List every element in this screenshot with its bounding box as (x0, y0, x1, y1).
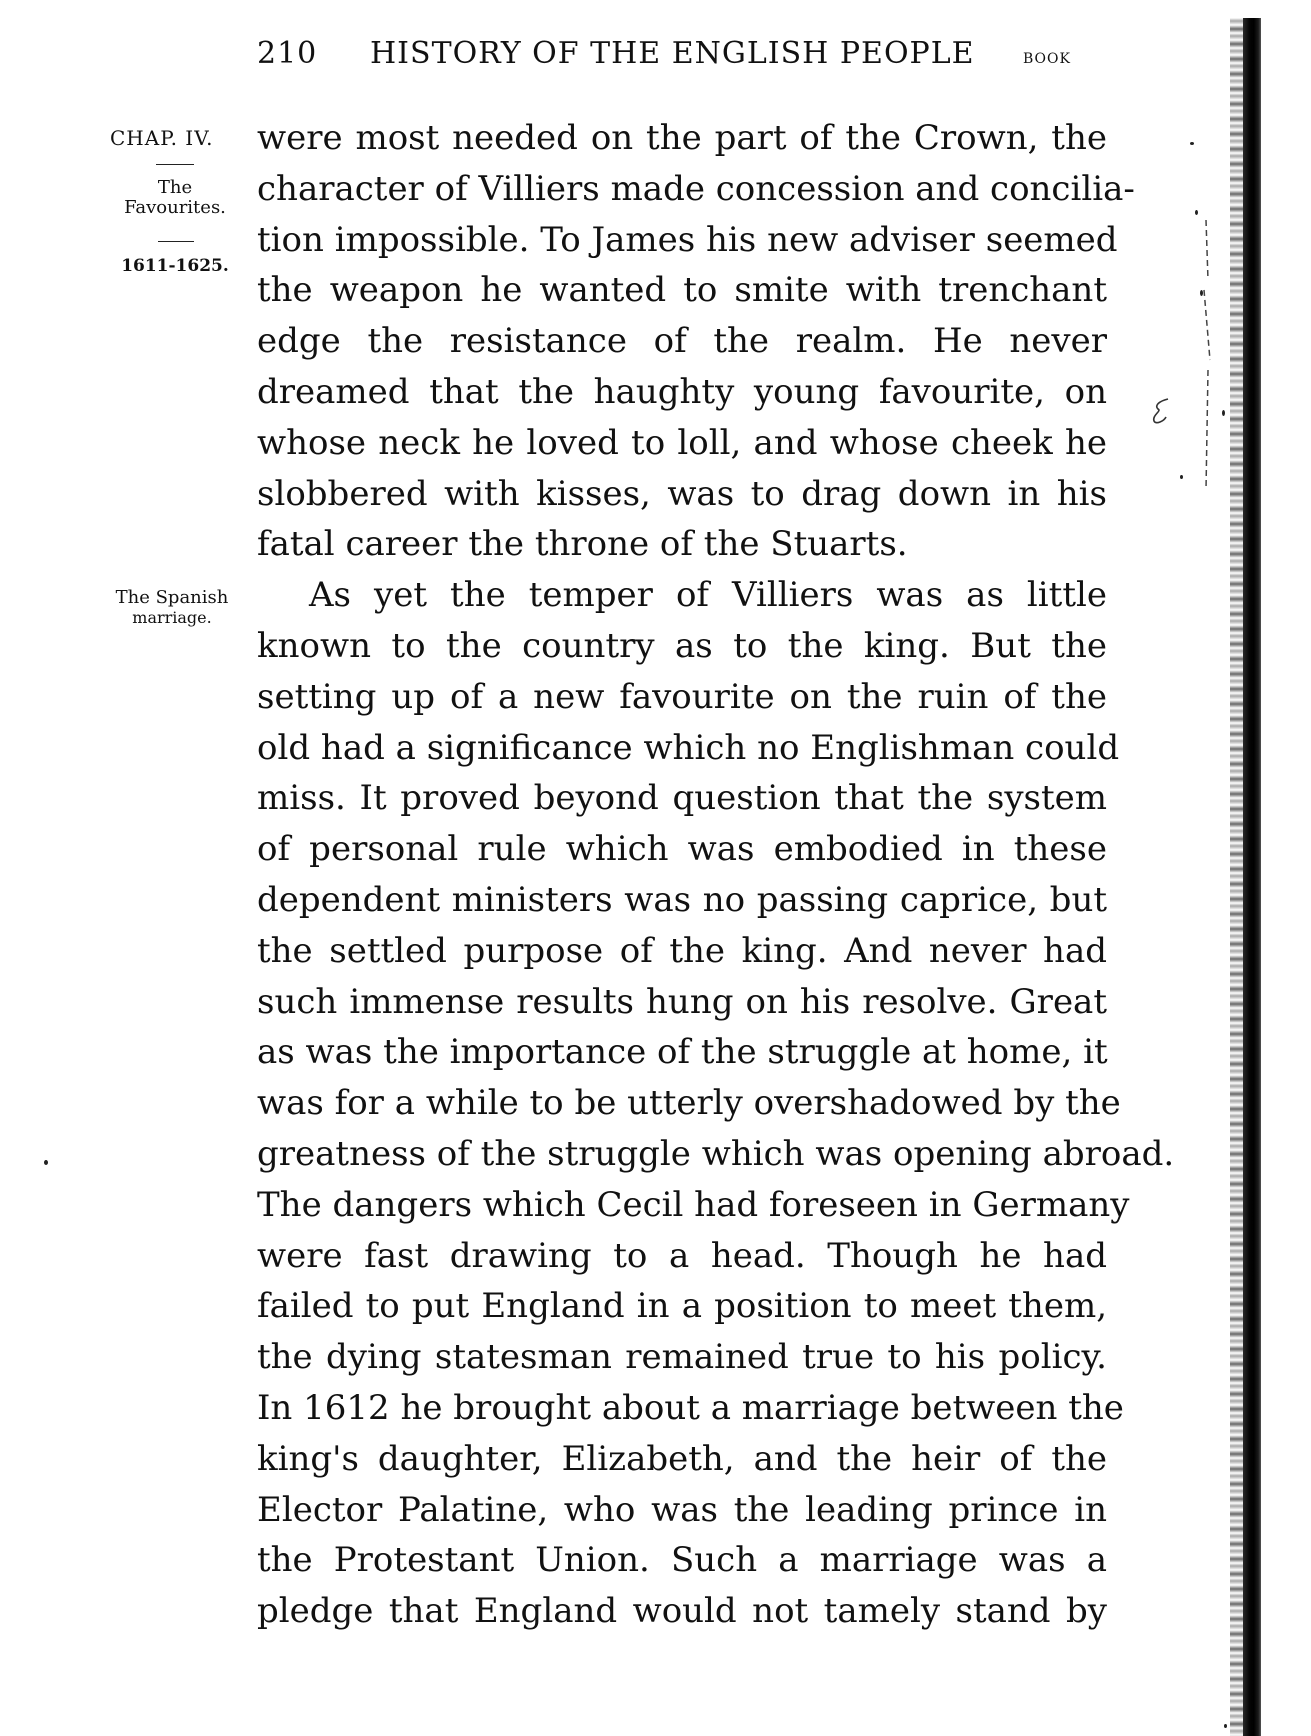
margin-note-dates: 1611-1625. (121, 256, 229, 276)
text-line: known to the country as to the king. But the (257, 625, 1107, 666)
text-line: old had a significance which no Englishman could (257, 727, 1120, 768)
paragraph-first-line: As yet the temper of Villiers was as little (309, 575, 1107, 616)
margin-edge-marks-icon (1196, 220, 1226, 490)
text-line: such immense results hung on his resolve. Great (257, 981, 1107, 1022)
margin-divider (158, 241, 194, 242)
text-line: pledge that England would not tamely stand by (257, 1591, 1107, 1632)
running-title: HISTORY OF THE ENGLISH PEOPLE (370, 36, 975, 71)
margin-divider (156, 164, 194, 165)
margin-note-spanish-marriage (97, 588, 247, 628)
text-line: The dangers which Cecil had foreseen in Germany (257, 1184, 1130, 1225)
text-line: failed to put England in a position to meet them, (257, 1286, 1107, 1327)
text-line: of personal rule which was embodied in these (257, 829, 1107, 870)
text-line: setting up of a new favourite on the ruin of the (257, 676, 1107, 717)
text-line: was for a while to be utterly overshadowed by the (257, 1083, 1121, 1124)
margin-note-line: marriage. (132, 608, 212, 627)
text-line: the dying statesman remained true to his policy. (257, 1337, 1107, 1378)
text-line: greatness of the struggle which was opening abroad. (257, 1133, 1175, 1174)
binding-shadow-edge (1230, 18, 1244, 1736)
body-text (257, 113, 1175, 1637)
margin-note-favourites (105, 178, 245, 218)
text-line: as was the importance of the struggle at home, it (257, 1032, 1108, 1073)
margin-note-line: Favourites. (124, 197, 226, 218)
text-line: were fast drawing to a head. Though he had (257, 1235, 1107, 1276)
scan-speck (44, 1160, 48, 1165)
text-line: tion impossible. To James his new adviser seemed (257, 219, 1118, 260)
text-line: edge the resistance of the realm. He never (257, 321, 1107, 362)
chapter-marker: CHAP. IV. (110, 126, 214, 150)
scan-speck (1224, 1724, 1227, 1728)
text-line: dependent ministers was no passing caprice, but (257, 879, 1107, 920)
text-line: king's daughter, Elizabeth, and the heir of the (257, 1438, 1107, 1479)
text-line: the settled purpose of the king. And never had (257, 930, 1107, 971)
pencil-scribble-icon (1146, 395, 1176, 431)
text-line: dreamed that the haughty young favourite, on (257, 371, 1107, 412)
text-line: In 1612 he brought about a marriage between the (257, 1387, 1124, 1428)
text-line: the weapon he wanted to smite with trenchant (257, 270, 1107, 311)
text-line: character of Villiers made concession and concilia- (257, 168, 1135, 209)
margin-note-line: The Spanish (115, 587, 229, 608)
book-label: book (1023, 44, 1071, 68)
text-line: whose neck he loved to loll, and whose cheek he (257, 422, 1107, 463)
text-line: were most needed on the part of the Crown, the (257, 118, 1107, 158)
running-header (0, 36, 1311, 76)
text-line: fatal career the throne of the Stuarts. (257, 524, 908, 565)
text-line: the Protestant Union. Such a marriage was a (257, 1540, 1107, 1581)
text-line: miss. It proved beyond question that the system (257, 778, 1107, 819)
text-line: slobbered with kisses, was to drag down in his (257, 473, 1107, 514)
text-line: Elector Palatine, who was the leading prince in (257, 1489, 1107, 1530)
binding-shadow (1243, 18, 1261, 1736)
margin-note-line: The (157, 177, 193, 198)
scan-speck (1180, 475, 1183, 479)
page-number: 210 (257, 36, 318, 71)
scan-speck (1195, 210, 1198, 215)
scan-speck (1190, 142, 1194, 145)
